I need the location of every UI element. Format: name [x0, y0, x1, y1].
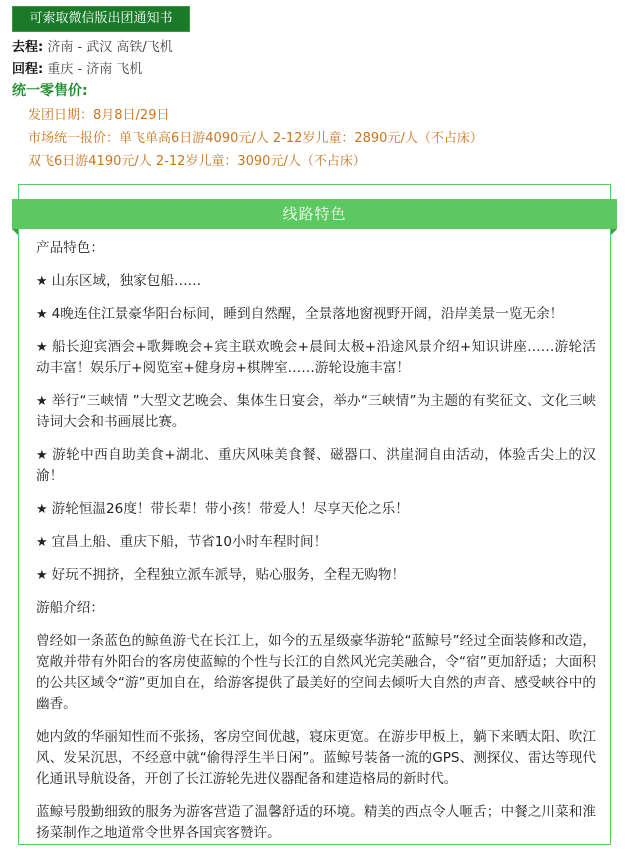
star-icon: ★ — [36, 394, 48, 409]
list-item: ★ 游轮中西自助美食+湖北、重庆风味美食餐、磁器口、洪崖洞自由活动，体验舌尖上的汉渝！ — [36, 447, 596, 484]
card-top-border — [18, 184, 611, 185]
star-icon: ★ — [36, 535, 48, 550]
cruise-paragraph: 蓝鲸号殷勤细致的服务为游客营造了温馨舒适的环境。精美的西点令人咂舌；中餐之川菜和淮扬菜制作之地道常令世界各国宾客赞许。 — [36, 804, 596, 841]
list-item: ★ 4晚连住江景豪华阳台标间，睡到自然醒，全景落地窗视野开阔，沿岸美景一览无余！ — [36, 306, 564, 322]
outbound-route — [12, 36, 173, 55]
price-line-2: 双飞6日游4190元/人 2-12岁儿童：3090元/人（不占床） — [28, 154, 366, 169]
cruise-paragraph: 她内敛的华丽知性而不张扬，客房空间优越，寝床更宽。在游步甲板上，躺下来晒太阳、吹江风、发呆沉思，不经意中就“偷得浮生半日闲”。蓝鲸号装备一流的GPS、测探仪、雷达等现代化通讯导航设备，开创了长江游轮先进仪器配备和建造格局的新时代。 — [36, 729, 596, 787]
section-header: 线路特色 — [12, 199, 617, 229]
list-item: ★ 船长迎宾酒会+歌舞晚会+宾主联欢晚会+晨间太极+沿途风景介绍+知识讲座……游轮活动丰富！娱乐厅+阅览室+健身房+棋牌室……游轮设施丰富！ — [36, 339, 596, 376]
return-value: 重庆 - 济南 飞机 — [47, 62, 143, 77]
price-title: 统一零售价: — [12, 83, 88, 99]
outbound-value: 济南 - 武汉 高铁/飞机 — [47, 40, 173, 55]
cruise-paragraph: 曾经如一条蓝色的鲸鱼游弋在长江上，如今的五星级豪华游轮“蓝鲸号”经过全面装修和改造，宽敞并带有外阳台的客房使蓝鲸的个性与长江的自然风光完美融合，令“宿”更加舒适；大面积的公共区域令“游”更加自在，给游客提供了最美好的空间去倾听大自然的声音、感受峡谷中的幽香。 — [36, 633, 596, 712]
wechat-notice-badge[interactable]: 可索取微信版出团通知书 — [12, 6, 190, 32]
outbound-label: 去程: — [12, 40, 44, 55]
star-icon: ★ — [36, 448, 49, 463]
star-icon: ★ — [36, 307, 48, 322]
list-item: ★ 宜昌上船、重庆下船，节省10小时车程时间！ — [36, 534, 328, 550]
star-icon: ★ — [36, 568, 48, 583]
header-fold-right — [611, 229, 617, 235]
return-route — [12, 58, 142, 77]
star-icon: ★ — [36, 340, 48, 355]
features-content — [36, 238, 596, 856]
list-item: ★ 游轮恒温26度！带长辈！带小孩！带爱人！尽享天伦之乐！ — [36, 501, 409, 517]
star-icon: ★ — [36, 502, 48, 517]
departure-dates: 发团日期：8月8日/29日 — [28, 108, 170, 123]
cruise-heading: 游船介绍： — [36, 600, 104, 616]
price-line-1: 市场统一报价：单飞单高6日游4090元/人 2-12岁儿童：2890元/人（不占床） — [28, 131, 483, 146]
list-item: ★ 好玩不拥挤，全程独立派车派导，贴心服务，全程无购物！ — [36, 567, 406, 583]
product-heading: 产品特色： — [36, 240, 104, 256]
list-item: ★ 举行“三峡情 ”大型文艺晚会、集体生日宴会，举办“三峡情”为主题的有奖征文、文化三峡诗词大会和书画展比赛。 — [36, 393, 596, 430]
list-item: ★ 山东区域，独家包船…… — [36, 273, 202, 289]
return-label: 回程: — [12, 62, 44, 77]
star-icon: ★ — [36, 274, 48, 289]
header-fold-left — [12, 229, 18, 235]
